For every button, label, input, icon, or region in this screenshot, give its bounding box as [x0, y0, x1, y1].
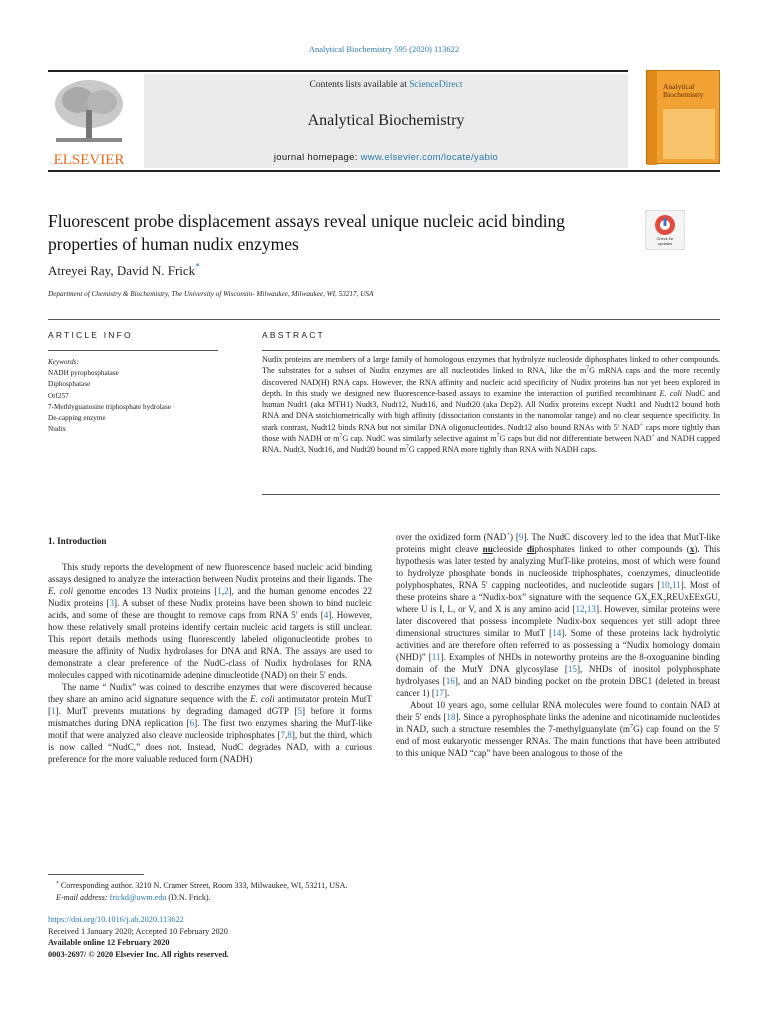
- reference-link[interactable]: 10: [660, 580, 670, 590]
- author-list: [48, 263, 200, 279]
- reference-link[interactable]: 12: [575, 604, 585, 614]
- homepage-line: [144, 152, 628, 163]
- intro-paragraph-2-continued: over the oxidized form (NAD+) [9]. The NudC discovery led to the idea that MutT-like proteins might cleave nucleoside diphosphates linked to other compounds (x). This hypothesis was later tested by analyzing MutT-like proteins, most of which were found to hydrolyze phosphate bonds in nucleoside triphosphates, coenzymes, dinucleotide polyphosphates, RNA 5′ capping nucleotides, and nucleotide sugars [10,11]. Most of these proteins share a “Nudix-box” signature with the sequence $GX_5EX_7REUxEExGU$, where U is I, L, or V, and X is any amino acid [12,13]. However, similar proteins were later discovered that possess incomplete Nudix-box sequences yet still adopt three dimensional structures similar to MutT [14]. Some of these proteins lack hydrolytic activities and are therefore often referred to as possessing a “Nudix homology domain (NHD)” [11]. Examples of NHDs in noteworthy proteins are the 8-oxoguanine binding domain of the MutY DNA glycosylase [15], NHDs of inositol polyphosphate hydrolyases [16], and an NAD binding pocket on the protein DBC1 (deleted in breast cancer 1) [17].: [396, 530, 720, 698]
- cover-title: Analytical Biochemistry: [663, 82, 704, 99]
- sciencedirect-link[interactable]: ScienceDirect: [409, 80, 463, 90]
- keywords-block: [48, 357, 218, 435]
- top-section-rule: [48, 319, 720, 320]
- reference-link[interactable]: 13: [586, 604, 596, 614]
- abstract-rule: [262, 350, 720, 351]
- elsevier-tree-icon: [48, 74, 130, 168]
- footnotes: [48, 880, 720, 903]
- journal-citation[interactable]: Analytical Biochemistry 595 (2020) 113622: [308, 44, 460, 54]
- abstract-text: Nudix proteins are members of a large family of homologous enzymes that hydrolyze nucleoside diphosphates linked to other compounds. The substrates for a subset of Nudix enzymes are all nucleotides linked to RNA, like the $m^7G$ mRNA caps and the more recently discovered NAD(H) RNA caps. However, the RNA affinity and nucleic acid specificity of Nudix proteins has not yet been explored in depth. In this study we designed new fluorescence-based assays to examine the interaction of purified recombinant E. coli NudC and human Nudt1 (aka MTH1) Nudt3, Nudt12, Nudt16, and Nudt20 (aka Dcp2). All Nudix proteins except Nudt1 and Nudt12 bound both RNA and DNA stoichiometrically with high affinity (dissociation constants in the nanomolar range) and no clear sequence specificity. In stark contrast, Nudt12 binds RNA but not similar DNA oligonucleotides. Nudt12 also bound RNAs with 5′ NAD+ caps more tightly than those with NADH or $m^7G$ cap. NudC was similarly selective against $m^7G$ caps but did not differentiate between NAD+ and NADH capped RNA. Nudt3, Nudt16, and Nudt20 bound $m^7G$ capped RNA more tightly than RNA with NADH caps.: [262, 355, 720, 455]
- journal-masthead: [48, 70, 720, 170]
- keyword-item: Nudix: [48, 425, 66, 434]
- contents-line: [144, 80, 628, 90]
- reference-link[interactable]: 3: [109, 598, 115, 608]
- elsevier-logo[interactable]: [48, 74, 130, 168]
- article-info-heading: ARTICLE INFO: [48, 330, 133, 340]
- available-online-date: Available online 12 February 2020: [48, 938, 170, 948]
- corresponding-author-footnote: * Corresponding author. 3210 N. Cramer Street, Room 333, Milwaukee, WI, 53211, USA.: [56, 880, 348, 890]
- reference-link[interactable]: 1: [51, 706, 56, 716]
- reference-link[interactable]: 5: [297, 706, 302, 716]
- publication-info: [48, 914, 229, 960]
- abstract-heading: ABSTRACT: [262, 330, 325, 340]
- homepage-prefix: journal homepage:: [273, 152, 361, 163]
- reference-link[interactable]: 1: [217, 586, 222, 596]
- keywords-label: Keywords:: [48, 358, 79, 366]
- section-heading-introduction: 1. Introduction: [48, 536, 107, 546]
- keyword-item: Orf257: [48, 391, 69, 400]
- journal-cover-thumbnail[interactable]: [646, 70, 720, 164]
- journal-homepage-link[interactable]: www.elsevier.com/locate/yabio: [360, 152, 499, 163]
- journal-info-panel: [144, 74, 628, 168]
- reference-link[interactable]: 2: [224, 586, 229, 596]
- publisher-name: ELSEVIER: [53, 152, 125, 168]
- reference-link[interactable]: 11: [431, 652, 441, 662]
- cover-spine: [647, 71, 657, 165]
- footnote-rule: [48, 874, 144, 875]
- reference-link[interactable]: 17: [434, 688, 444, 698]
- intro-paragraph-3: About 10 years ago, some cellular RNA molecules were found to contain NAD at their 5′ ends [18]. Since a pyrophosphate links the adenine and nicotinamide nucleotides in NAD, such a structure resembles the 7-methylguanylate $(m^7G)$ cap found on the 5′ end of most eukaryotic messenger RNAs. The main functions that have been attributed to this unique NAD “cap” have been analogous to those of the: [396, 700, 720, 758]
- keyword-item: 7-Methlyguanosine triphosphate hydrolase: [48, 402, 171, 411]
- keyword-item: De-capping enzyme: [48, 414, 106, 423]
- abstract-bottom-rule: [262, 494, 720, 495]
- author-email-link[interactable]: frickd@uwm.edu: [109, 892, 167, 902]
- reference-link[interactable]: 16: [445, 676, 455, 686]
- reference-link[interactable]: 14: [552, 628, 562, 638]
- intro-paragraph-1: This study reports the development of new fluorescence based nucleic acid binding assays designed to analyze the interaction between Nudix proteins and their ligands. The E. coli genome encodes 13 Nudix proteins [1,2], and the human genome encodes 22 Nudix proteins [3]. A subset of these Nudix proteins have been shown to bind nucleic acids, and some of these are thought to remove caps from RNA 5′ ends [4]. However, how these relatively small proteins identify certain nucleic acid targets is still unclear. This report details methods using fluorescently labeled oligonucleotide probes to measure the affinity of Nudix hydrolases for DNA and RNA. The assays are used to demonstrate a clear preference of the NudC-class of Nudix hydrolases for RNA molecules capped with nicotinamide adenine dinucleotide (NAD) on their 5′ ends.: [48, 562, 373, 680]
- reference-link[interactable]: 11: [671, 580, 681, 590]
- article-title: Fluorescent probe displacement assays reveal unique nucleic acid binding properties of human nudix enzymes: [48, 211, 566, 254]
- masthead-bottom-rule: [48, 170, 720, 172]
- reference-link[interactable]: 7: [280, 730, 286, 740]
- keyword-item: NADH pyrophosphatase: [48, 369, 119, 378]
- journal-name: Analytical Biochemistry: [307, 112, 465, 129]
- reference-link[interactable]: 4: [323, 610, 329, 620]
- received-dates: Received 1 January 2020; Accepted 10 February 2020: [48, 926, 228, 936]
- cover-art: [663, 109, 715, 159]
- article-info-rule: [48, 350, 218, 351]
- reference-link[interactable]: 15: [567, 664, 577, 674]
- reference-link[interactable]: 8: [287, 730, 292, 740]
- keyword-item: Diphosphatase: [48, 380, 91, 389]
- reference-link[interactable]: 6: [189, 718, 195, 728]
- doi-link[interactable]: https://doi.org/10.1016/j.ab.2020.113622: [48, 915, 184, 924]
- body-left-column: [48, 535, 372, 765]
- email-footnote: E-mail address: frickd@uwm.edu (D.N. Frick).: [56, 892, 211, 902]
- body-right-column: [396, 531, 720, 759]
- contents-prefix: Contents lists available at: [309, 80, 410, 90]
- author-affiliation: Department of Chemistry & Biochemistry, The University of Wisconsin- Milwaukee, Milwaukee, WI, 53217, USA: [48, 290, 374, 298]
- authors-text: Atreyei Ray, David N. Frick: [48, 263, 196, 278]
- reference-link[interactable]: 9: [518, 532, 524, 542]
- masthead-top-rule: [48, 70, 628, 72]
- copyright-notice: 0003-2697/ © 2020 Elsevier Inc. All rights reserved.: [48, 949, 229, 959]
- badge-label: Check for updates: [656, 236, 674, 246]
- check-for-updates-badge[interactable]: [645, 210, 685, 250]
- intro-paragraph-2: The name “ Nudix” was coined to describe enzymes that were discovered because they share an amino acid signature sequence with the E. coli antimutator protein MutT [1]. MutT prevents mutations by degrading damaged dGTP [5] before it forms mismatches during DNA replication [6]. The first two enzymes sharing the MutT-like motif that were analyzed also cleave nucleoside triphosphates [7,8], but the third, which is now called “NudC,” does not. Instead, NudC degrades NAD, with a curious preference for the more valuable reduced form (NADH): [48, 682, 372, 764]
- corresponding-author-marker[interactable]: *: [195, 261, 200, 272]
- reference-link[interactable]: 18: [446, 712, 456, 722]
